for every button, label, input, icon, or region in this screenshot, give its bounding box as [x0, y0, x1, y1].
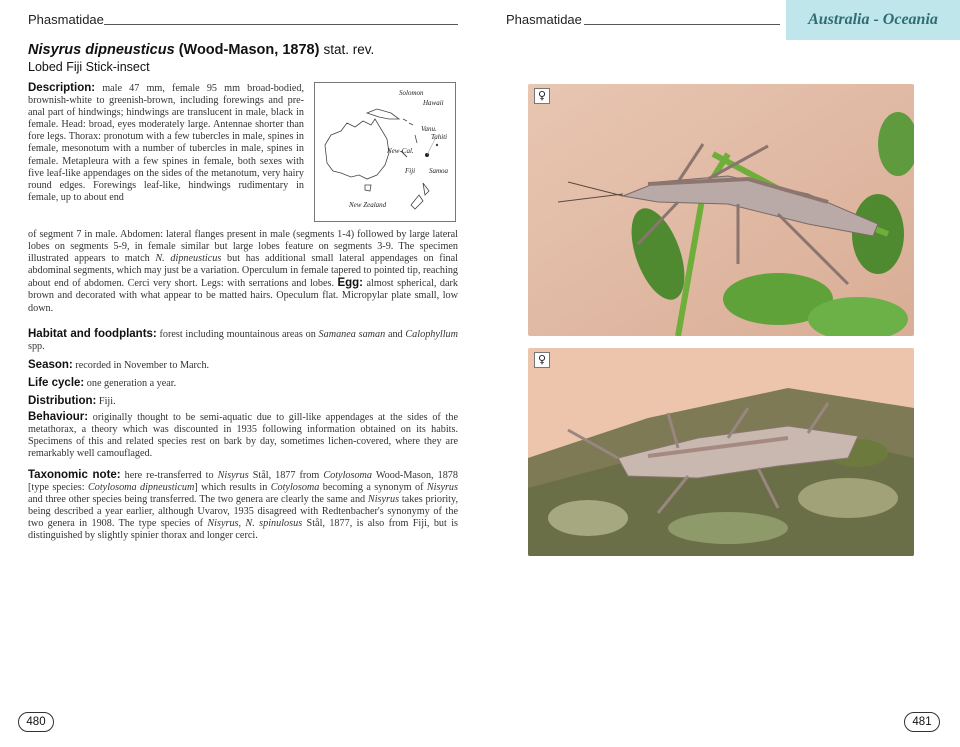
- map-label-hawaii: Hawaii: [423, 99, 444, 107]
- taxonomic-genus-7: Nisyrus, N. spinulosus: [207, 518, 303, 530]
- taxonomic-text-4: ] which results in: [194, 482, 271, 494]
- taxonomic-genus-2: Cotylosoma: [323, 470, 373, 481]
- taxonomic-text-5: becoming a synonym of: [319, 482, 427, 494]
- life-cycle-label: Life cycle:: [28, 377, 85, 389]
- description-block-top: [28, 82, 304, 204]
- distribution-text: Fiji.: [96, 396, 116, 407]
- fiji-pointer: [427, 139, 435, 155]
- photo-bark-scene: [528, 348, 914, 556]
- photo-plant-scene: [528, 84, 914, 336]
- species-status: stat. rev.: [323, 42, 375, 57]
- habitat-text-2: and: [385, 329, 406, 340]
- distribution-section: [28, 395, 458, 408]
- map-label-new-zealand: New Zealand: [349, 201, 387, 209]
- species-author: (Wood-Mason, 1878): [178, 42, 320, 58]
- egg-text: almost spherical, dark brown and decorated with what appear to be matted hairs. Opeculum flat. Micropylar plate small, low down.: [28, 278, 458, 314]
- behaviour-label: Behaviour:: [28, 411, 89, 423]
- map-label-solomon: Solomon: [399, 89, 424, 97]
- map-label-fiji: Fiji: [405, 167, 416, 175]
- habitat-plant-2: Calophyllum: [405, 329, 459, 340]
- taxonomic-genus-6: Nisyrus: [367, 494, 400, 506]
- description-label: Description:: [28, 82, 96, 94]
- left-header-rule: [104, 24, 458, 25]
- habitat-text-3: spp.: [28, 341, 45, 353]
- taxonomic-label: Taxonomic note:: [28, 469, 121, 481]
- left-page-number: 480: [18, 712, 54, 732]
- habitat-text-1: forest including mountainous areas on: [156, 329, 319, 340]
- season-text: recorded in November to March.: [72, 360, 210, 371]
- taxonomic-genus-5: Nisyrus: [426, 482, 458, 494]
- taxonomic-text-1: here re-transferred to: [120, 470, 218, 481]
- life-cycle-text: one generation a year.: [84, 378, 177, 389]
- common-name: Lobed Fiji Stick-insect: [28, 60, 150, 74]
- description-species-ref: N. dipneusticus: [155, 253, 222, 265]
- taxonomic-section: [28, 469, 458, 543]
- description-text-1: male 47 mm, female 95 mm broad-bodied, brownish-white to greenish-brown, including forewings and pre-anal part of hindwings; hindwings are translucent in male, black in female. Head: broad, eyes moderately large. Antennae shorter than fore legs. Thorax: pronotum with a few tubercles in male, spines in female, mesonotum with a number of tubercles in male, spines in female. Metapleura with a few spines in female, both sexes with five leaf-like appendages on the sides of the metanotum, very hairy round edges. Forewings leaf-like, hindwings rudimentary in female, up to about end: [28, 83, 304, 203]
- habitat-label: Habitat and foodplants:: [28, 328, 157, 340]
- habitat-plant-1: Samanea saman: [318, 329, 386, 340]
- taxonomic-text-7: takes priority, being described a year earlier, although Uvarov, 1935 disagreed with Redtenbacher's synonymy of the two genera in 1908. The type species of: [28, 494, 458, 530]
- egg-label: Egg:: [337, 277, 364, 290]
- description-text-2a: of segment 7 in male. Abdomen: lateral flanges present in male (segments 1-4) followed by large lateral lobes on segments 5-9, in female similar but large lobes feature on segments 3-9. The specimen illustrated appears to match: [28, 229, 458, 265]
- female-symbol-bottom: ♀: [534, 352, 550, 368]
- map-label-vanuatu: Vanu.: [421, 125, 437, 133]
- taxonomic-genus-1: Nisyrus: [217, 470, 249, 481]
- species-name: Nisyrus dipneusticus: [28, 42, 175, 58]
- season-section: [28, 359, 458, 372]
- season-label: Season:: [28, 359, 73, 371]
- habitat-section: [28, 328, 458, 353]
- right-header-rule: [584, 24, 780, 25]
- taxonomic-text-3: Wood-Mason, 1878 [type species:: [28, 470, 458, 494]
- new-guinea-outline: [367, 109, 399, 119]
- taxonomic-text-8: Stål, 1877, is also from Fiji, but is distinguished by slightly spinier thorax and longer cerci.: [28, 518, 459, 542]
- behaviour-text: originally thought to be semi-aquatic due to gill-like appendages at the sides of the metathorax, a theory which was discounted in 1935 following information obtained on its habits. Specimens of this and related species rest on bark by day, sometimes lichen-covered, where they are remarkably well camouflaged.: [28, 412, 458, 460]
- solomon-islands-outline: [403, 119, 413, 125]
- photo-female-on-plant: [528, 84, 914, 336]
- life-cycle-section: [28, 377, 458, 390]
- vanuatu-outline: [415, 135, 417, 143]
- description-text-2b: but has additional small lateral appendages on final abdominal segments, which may just be a variation. Operculum in female tapered to pointed tip, reaching about end of abdomen. Cerci very short. Legs: with serrations and lobes.: [28, 253, 459, 290]
- distribution-label: Distribution:: [28, 395, 97, 407]
- taxonomic-text-6: and three other species being transferred. The two genera are clearly the same and: [28, 494, 368, 506]
- taxonomic-genus-4: Cotylosoma: [270, 482, 320, 494]
- taxonomic-genus-3: Cotylosoma dipneusticum: [87, 482, 195, 494]
- right-page-number: 481: [904, 712, 940, 732]
- species-title: [28, 42, 458, 58]
- right-running-header: Phasmatidae: [506, 12, 582, 27]
- region-tab: Australia - Oceania: [786, 0, 960, 40]
- samoa-marker: [436, 144, 438, 146]
- map-label-new-caledonia: New-Cal.: [387, 147, 414, 155]
- left-running-header: Phasmatidae: [28, 12, 104, 27]
- behaviour-section: [28, 411, 458, 460]
- taxonomic-text-2: Stål, 1877 from: [248, 470, 324, 481]
- photo-female-on-bark: [528, 348, 914, 556]
- map-label-tahiti: Tahiti: [431, 133, 448, 141]
- australia-outline: [325, 119, 389, 179]
- tasmania-outline: [365, 185, 371, 191]
- female-symbol-top: ♀: [534, 88, 550, 104]
- map-label-samoa: Samoa: [429, 167, 449, 175]
- new-zealand-outline: [411, 183, 429, 209]
- distribution-map: [314, 82, 456, 222]
- description-block-bottom: [28, 229, 458, 315]
